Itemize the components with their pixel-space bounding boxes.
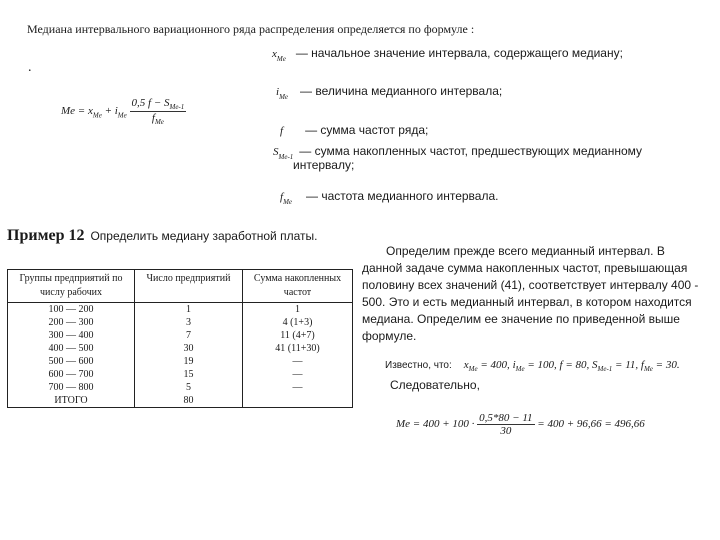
intro-text: Медиана интервального вариационного ряда распределения определяется по формуле : bbox=[27, 22, 475, 36]
known-i-sub: Me bbox=[515, 365, 525, 374]
legend-text-continued: интервалу; bbox=[293, 158, 355, 172]
table-cell: 1 bbox=[243, 303, 353, 317]
table-row bbox=[8, 329, 353, 342]
table-cell: 41 (11+30) bbox=[243, 342, 353, 355]
known-x: x bbox=[463, 359, 469, 371]
known-formula bbox=[463, 359, 680, 374]
known-i-val: = 100, bbox=[524, 359, 560, 371]
formula-plus: + i bbox=[104, 105, 118, 118]
example-title: Пример 12 bbox=[7, 227, 85, 244]
table-cell: — bbox=[243, 355, 353, 368]
legend-text: — начальное значение интервала, содержащего медиану; bbox=[295, 46, 623, 60]
table-row bbox=[8, 381, 353, 394]
known-values bbox=[385, 355, 680, 373]
table-cell: 7 bbox=[135, 329, 243, 342]
legend-symbol-sub: Me bbox=[279, 93, 289, 102]
result-lhs: Me = 400 + 100 · bbox=[396, 418, 475, 431]
result-fraction bbox=[477, 412, 534, 437]
median-formula bbox=[61, 97, 186, 126]
data-table bbox=[7, 269, 353, 408]
known-f-val: = 80, bbox=[562, 359, 593, 371]
known-fme-sub: Me bbox=[643, 365, 653, 374]
table-cell: 5 bbox=[135, 381, 243, 394]
legend-text: — величина медианного интервала; bbox=[300, 84, 503, 98]
table-cell: 600 — 700 bbox=[8, 368, 135, 381]
consequently-text: Следовательно, bbox=[390, 378, 480, 392]
known-fme-val: = 30. bbox=[652, 359, 680, 371]
result-numerator: 0,5*80 − 11 bbox=[479, 412, 533, 424]
legend-symbol: S bbox=[273, 146, 279, 158]
known-fme: f bbox=[640, 359, 644, 371]
legend-symbol-sub: Me bbox=[283, 198, 293, 207]
formula-lhs-sub: Me bbox=[92, 111, 102, 120]
table-cell: 200 — 300 bbox=[8, 316, 135, 329]
table-cell: — bbox=[243, 381, 353, 394]
explanation-paragraph: Определим прежде всего медианный интервал. В данной задаче сумма накопленных частот, превышающая половину всех значений (41), соответствует интервалу 400 - 500. Это и есть медианный интервал, в котором находится медиана. Определим ее значение по приведенной выше формуле. bbox=[362, 244, 699, 343]
legend-symbol-sub: Me bbox=[276, 55, 286, 64]
known-f: f bbox=[559, 359, 563, 371]
stray-dot: . bbox=[28, 60, 32, 75]
table-cell: 4 (1+3) bbox=[243, 316, 353, 329]
table-cell: — bbox=[243, 368, 353, 381]
table-cell: 19 bbox=[135, 355, 243, 368]
result-rhs: = 400 + 96,66 = 496,66 bbox=[537, 418, 645, 431]
table-cell: 300 — 400 bbox=[8, 329, 135, 342]
table-cell: 11 (4+7) bbox=[243, 329, 353, 342]
legend-item-xme bbox=[272, 44, 623, 63]
known-x-val: = 400, bbox=[477, 359, 513, 371]
table-cell bbox=[243, 394, 353, 408]
formula-lhs: Me = x bbox=[61, 105, 93, 118]
table-cell: 30 bbox=[135, 342, 243, 355]
legend-symbol: i bbox=[276, 86, 280, 98]
legend-symbol: f bbox=[280, 191, 284, 203]
known-s: S bbox=[592, 359, 598, 371]
formula-denominator: f bbox=[151, 112, 155, 125]
table-row bbox=[8, 316, 353, 329]
known-i: i bbox=[512, 359, 516, 371]
legend-symbol-sub: Me-1 bbox=[278, 153, 294, 162]
table-cell: 1 bbox=[135, 303, 243, 317]
legend-text: — частота медианного интервала. bbox=[306, 189, 499, 203]
known-label: Известно, что: bbox=[385, 360, 452, 371]
legend-item-f bbox=[280, 121, 428, 139]
table-header-count: Число предприятий bbox=[135, 270, 243, 303]
legend-symbol: x bbox=[272, 48, 277, 60]
known-x-sub: Me bbox=[468, 365, 478, 374]
table-row bbox=[8, 355, 353, 368]
table-header-row bbox=[8, 270, 353, 303]
result-denominator: 30 bbox=[500, 425, 512, 437]
table-header-groups: Группы предприятий по числу рабочих bbox=[8, 270, 135, 303]
example-heading bbox=[7, 227, 317, 245]
example-task: Определить медиану заработной платы. bbox=[90, 229, 318, 243]
table-row bbox=[8, 368, 353, 381]
table-cell: ИТОГО bbox=[8, 394, 135, 408]
legend-item-ime bbox=[276, 82, 502, 101]
legend-symbol: f bbox=[280, 125, 284, 137]
formula-plus-sub: Me bbox=[117, 111, 127, 120]
legend-text: — сумма частот ряда; bbox=[305, 123, 429, 137]
table-cell: 15 bbox=[135, 368, 243, 381]
table-row bbox=[8, 394, 353, 408]
table-cell: 3 bbox=[135, 316, 243, 329]
table-cell: 100 — 200 bbox=[8, 303, 135, 317]
known-s-sub: Me-1 bbox=[597, 365, 613, 374]
formula-numerator: 0,5 f − S bbox=[131, 97, 170, 109]
table-cell: 400 — 500 bbox=[8, 342, 135, 355]
table-cell: 500 — 600 bbox=[8, 355, 135, 368]
legend-item-fme bbox=[280, 187, 498, 206]
table-cell: 80 bbox=[135, 394, 243, 408]
table-header-cumulative: Сумма накопленных частот bbox=[243, 270, 353, 303]
table-row bbox=[8, 303, 353, 317]
table-cell: 700 — 800 bbox=[8, 381, 135, 394]
known-s-val: = 11, bbox=[612, 359, 641, 371]
legend-text: — сумма накопленных частот, предшествующих медианному bbox=[299, 144, 643, 158]
formula-fraction bbox=[130, 97, 187, 126]
result-formula bbox=[396, 412, 645, 437]
formula-numerator-sub: Me-1 bbox=[169, 103, 185, 112]
formula-denominator-sub: Me bbox=[154, 118, 164, 127]
table-row bbox=[8, 342, 353, 355]
